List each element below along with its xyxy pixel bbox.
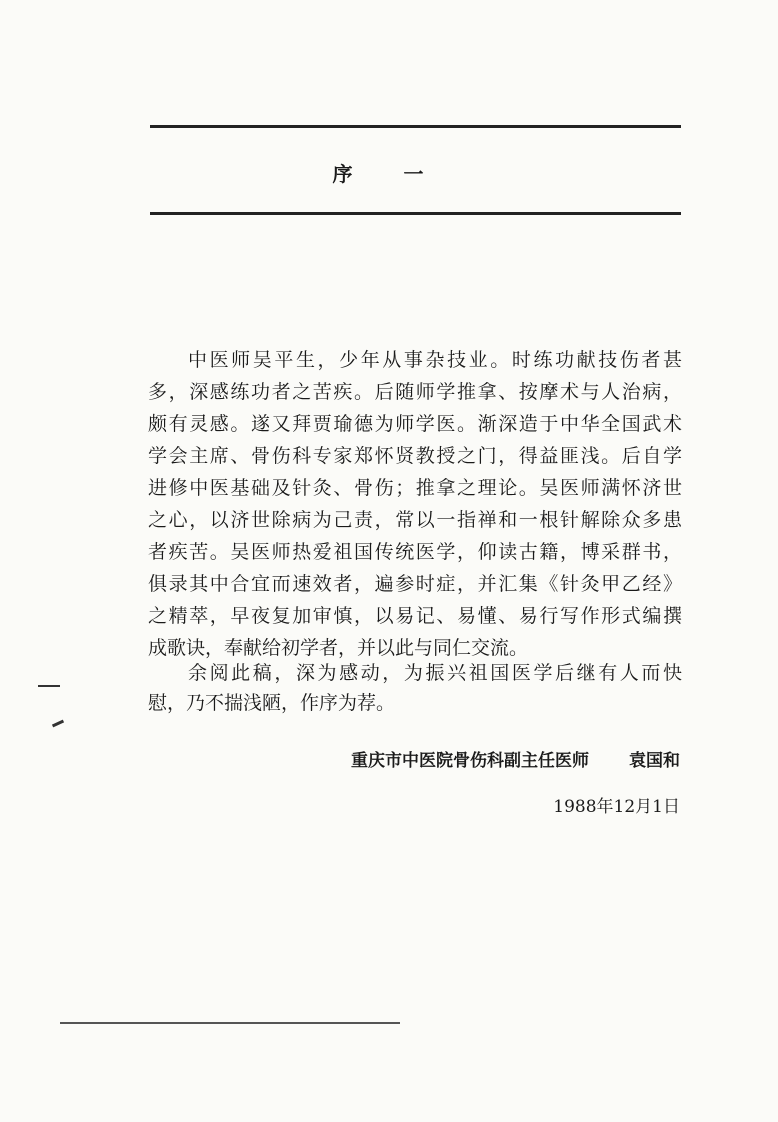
text-line: 进修中医基础及针灸、骨伤；推拿之理论。吴医师满怀济世: [148, 477, 682, 499]
signature-affiliation: 重庆市中医院骨伤科副主任医师: [351, 751, 589, 771]
text-line: 俱录其中合宜而速效者，遍参时症，并汇集《针灸甲乙经》: [148, 573, 682, 595]
page-title: 序 一: [332, 162, 446, 186]
scan-mark: [52, 720, 64, 728]
title-bottom-rule: [150, 212, 681, 215]
top-rule: [150, 125, 681, 128]
text-line: 者疾苦。吴医师热爱祖国传统医学，仰读古籍，博采群书，: [148, 541, 682, 563]
text-line: 之精萃，早夜复加审慎，以易记、易懂、易行写作形式编撰: [148, 605, 682, 627]
signature: [351, 746, 680, 771]
text-line: 慰，乃不揣浅陋，作序为荐。: [148, 692, 396, 714]
text-line: 余阅此稿，深为感动，为振兴祖国医学后继有人而快: [188, 662, 682, 684]
signature-name: 袁国和: [629, 751, 680, 771]
text-line: 之心，以济世除病为己责，常以一指禅和一根针解除众多患: [148, 509, 682, 531]
text-line: 学会主席、骨伤科专家郑怀贤教授之门，得益匪浅。后自学: [148, 445, 682, 467]
bottom-rule: [60, 1022, 400, 1024]
text-line: 多，深感练功者之苦疾。后随师学推拿、按摩术与人治病，: [148, 381, 682, 403]
date: 1988年12月1日: [553, 797, 680, 817]
scan-mark: [38, 685, 60, 687]
text-line: 中医师吴平生，少年从事杂技业。时练功献技伤者甚: [188, 349, 682, 371]
text-line: 成歌诀，奉献给初学者，并以此与同仁交流。: [148, 637, 529, 659]
text-line: 颇有灵感。遂又拜贾瑜德为师学医。渐深造于中华全国武术: [148, 413, 682, 435]
